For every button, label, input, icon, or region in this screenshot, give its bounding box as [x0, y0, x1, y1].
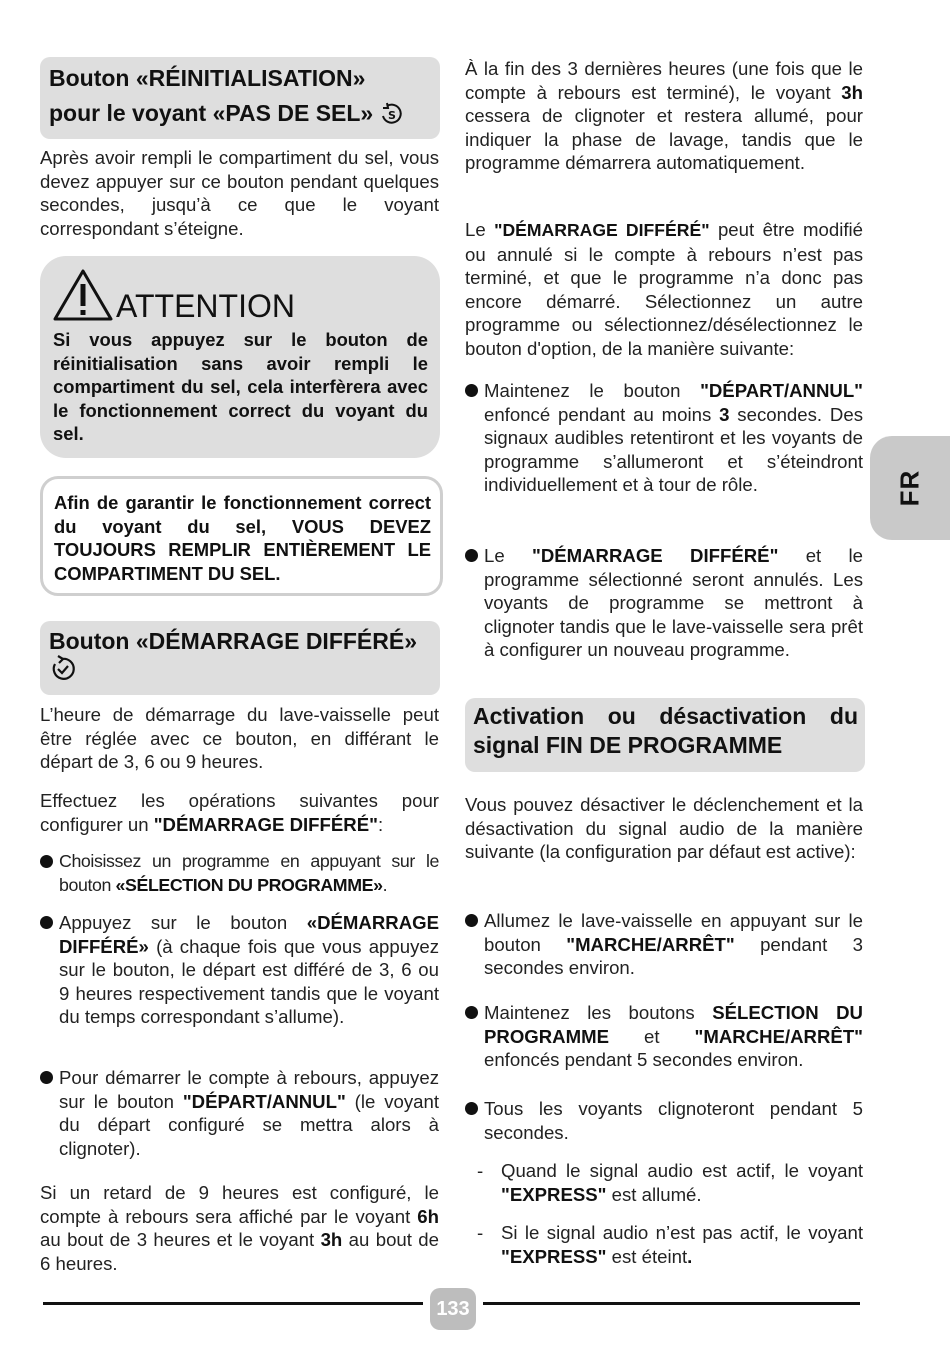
footer-rule-right — [483, 1302, 860, 1305]
language-tab — [870, 436, 950, 540]
reset-heading-line2: pour le voyant «PAS DE SEL» — [49, 100, 374, 126]
list-item: Appuyez sur le bouton «DÉMARRAGE DIFFÉRÉ» (à chaque fois que vous appuyez sur le bouton, le départ est différé de 3, 6 ou 9 heures respectivement tandis que le voyant du temps correspondant s’allume). — [40, 911, 439, 1029]
signal-heading-box — [465, 698, 865, 772]
signal-paragraph: Vous pouvez désactiver le déclenchement et la désactivation du signal audio de la manière suivante (la configuration par défaut est active): — [465, 794, 863, 862]
reset-heading-box — [40, 57, 440, 139]
list-item: Allumez le lave-vaisselle en appuyant sur le bouton "MARCHE/ARRÊT" pendant 3 secondes environ. — [465, 909, 863, 980]
reset-paragraph: Après avoir rempli le compartiment du sel, vous devez appuyer sur ce bouton pendant quelques secondes, jusqu’à ce que le voyant correspondant s’éteigne. — [40, 147, 439, 239]
bullet-dot — [465, 1102, 478, 1115]
language-tab-label: FR — [894, 469, 925, 507]
bullet-dot — [40, 855, 53, 868]
delay-heading: Bouton «DÉMARRAGE DIFFÉRÉ» — [49, 628, 417, 654]
delay-heading-box — [40, 621, 440, 695]
list-item: - Si le signal audio n’est pas actif, le voyant "EXPRESS" est éteint. — [477, 1222, 863, 1267]
delay-final-paragraph: Si un retard de 9 heures est configuré, le compte à rebours sera affiché par le voyant 6h au bout de 3 heures et le voyant 3h au bout de 6 heures. — [40, 1182, 439, 1274]
bullet-dot — [465, 549, 478, 562]
attention-text: Si vous appuyez sur le bouton de réinitialisation sans avoir rempli le compartiment du sel, cela interfèrera avec le fonctionnement correct du voyant du sel. — [53, 329, 428, 444]
salt-reset-icon — [379, 101, 405, 127]
delay-paragraph-2: Effectuez les opérations suivantes pour configurer un "DÉMARRAGE DIFFÉRÉ": — [40, 790, 439, 835]
attention-box — [40, 256, 440, 458]
list-item: Tous les voyants clignoteront pendant 5 secondes. — [465, 1097, 863, 1144]
countdown-paragraph: À la fin des 3 dernières heures (une fois que le compte à rebours est terminé), le voyant 3h cessera de clignoter et restera allumé, pour indiquer la phase de lavage, tandis que le programme démarrera automatiquement. — [465, 58, 863, 173]
notice-text: Afin de garantir le fonctionnement correct du voyant du sel, VOUS DEVEZ TOUJOURS REMPLIR ENTIÈREMENT LE COMPARTIMENT DU SEL. — [54, 492, 431, 584]
cancel-paragraph: Le "DÉMARRAGE DIFFÉRÉ" peut être modifié ou annulé si le compte à rebours n’est pas terminé, et que le programme n’a donc pas encore démarré. Sélectionnez un autre programme ou sélectionnez/désélectionnez le bouton d'option, de la manière suivante: — [465, 219, 863, 359]
list-item: Choisissez un programme en appuyant sur le bouton «SÉLECTION DU PROGRAMME». — [40, 850, 439, 897]
list-item: Maintenez les boutons SÉLECTION DU PROGRAMME et "MARCHE/ARRÊT" enfoncés pendant 5 secondes environ. — [465, 1001, 863, 1072]
notice-box — [40, 476, 443, 596]
reset-heading-line1: Bouton «RÉINITIALISATION» — [49, 65, 366, 91]
delay-paragraph-1: L’heure de démarrage du lave-vaisselle peut être réglée avec ce bouton, en différant le départ de 3, 6 ou 9 heures. — [40, 704, 439, 772]
list-item: Pour démarrer le compte à rebours, appuyez sur le bouton "DÉPART/ANNUL" (le voyant du départ configuré se mettra alors à clignoter). — [40, 1066, 439, 1160]
bullet-dot — [465, 1006, 478, 1019]
list-item: Le "DÉMARRAGE DIFFÉRÉ" et le programme sélectionné seront annulés. Les voyants de programme se mettront à clignoter tandis que le lave-vaisselle sera prêt à configurer un nouveau programme. — [465, 544, 863, 662]
list-item: Maintenez le bouton "DÉPART/ANNUL" enfoncé pendant au moins 3 secondes. Des signaux audibles retentiront et les voyants de programme s’allumeront et s’éteindront individuellement et à tour de rôle. — [465, 379, 863, 497]
bullet-dot — [40, 916, 53, 929]
list-item: - Quand le signal audio est actif, le voyant "EXPRESS" est allumé. — [477, 1160, 863, 1205]
signal-heading: Activation ou désactivation du signal FIN DE PROGRAMME — [473, 703, 858, 758]
attention-title: ATTENTION — [116, 288, 295, 324]
warning-triangle-icon — [52, 268, 114, 327]
footer-rule-left — [43, 1302, 423, 1305]
bullet-dot — [40, 1071, 53, 1084]
delay-start-icon — [49, 655, 430, 693]
bullet-dot — [465, 914, 478, 927]
bullet-dot — [465, 384, 478, 397]
svg-text:S: S — [388, 108, 397, 122]
page-number: 133 — [430, 1288, 476, 1330]
